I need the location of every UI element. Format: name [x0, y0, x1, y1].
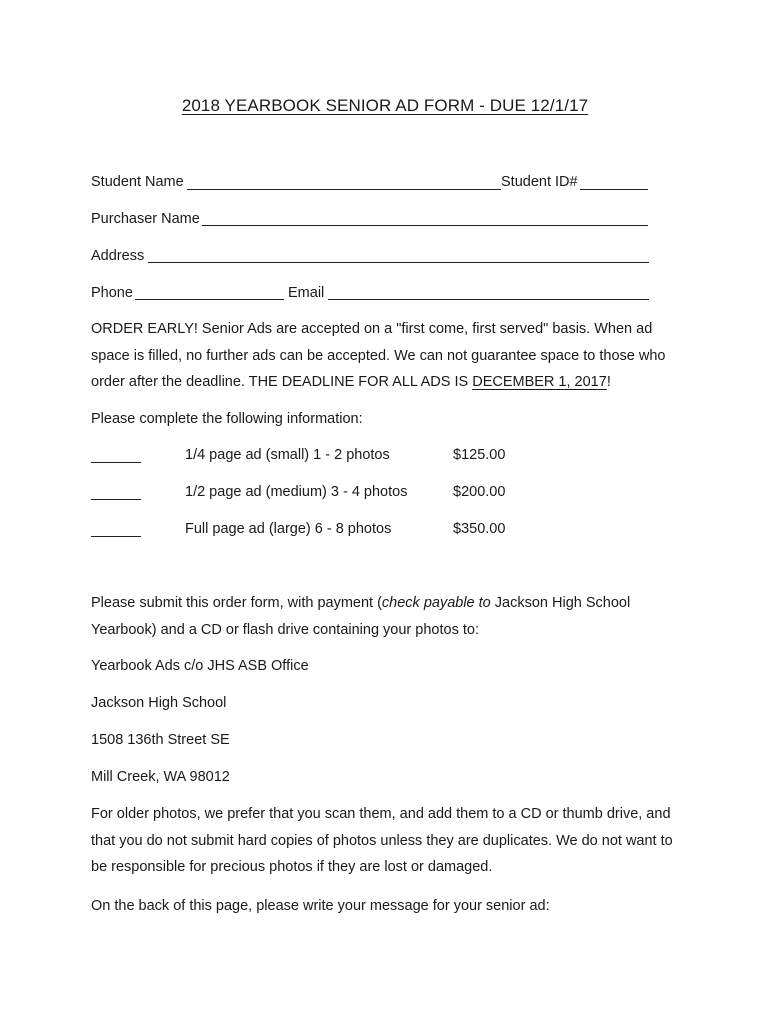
address-line-2: Jackson High School [91, 695, 227, 711]
instructions: Please complete the following information: [91, 411, 363, 427]
address-line-3: 1508 136th Street SE [91, 732, 230, 748]
purchaser-name-label: Purchaser Name [91, 211, 200, 227]
purchaser-name-field[interactable] [202, 225, 648, 226]
address-label: Address [91, 248, 145, 264]
photos-note: For older photos, we prefer that you scan them, and add them to a CD or thumb drive, and that you do not submit hard copies of photos unless they are duplicates. We do not want to be responsible for precious photos if they are lost or damaged. [91, 806, 673, 875]
submit-instructions [91, 590, 651, 643]
option-half-price: $200.00 [453, 484, 506, 500]
phone-field[interactable] [135, 299, 284, 300]
order-notice-text: ORDER EARLY! Senior Ads are accepted on a "first come, first served" basis. When ad space is filled, no further ads can be accepted. We can not guarantee space to those who order after the deadline. THE DEADLINE FOR ALL ADS IS [91, 321, 666, 390]
submit-before: Please submit this order form, with payment ( [91, 595, 382, 611]
address-line-1: Yearbook Ads c/o JHS ASB Office [91, 658, 309, 674]
option-half-blank[interactable] [91, 499, 141, 500]
student-name-field[interactable] [187, 189, 501, 190]
address-field[interactable] [148, 262, 649, 263]
email-field[interactable] [328, 299, 649, 300]
form-title: 2018 YEARBOOK SENIOR AD FORM - DUE 12/1/17 [181, 96, 589, 115]
phone-label: Phone [91, 285, 133, 301]
option-full-price: $350.00 [453, 521, 506, 537]
option-full-blank[interactable] [91, 536, 141, 537]
submit-after: Jackson High School Yearbook) and a CD or flash drive containing your photos to: [91, 595, 631, 638]
deadline-date: DECEMBER 1, 2017 [472, 374, 607, 390]
option-quarter-description: 1/4 page ad (small) 1 - 2 photos [185, 447, 390, 463]
student-id-field[interactable] [580, 189, 648, 190]
option-half-description: 1/2 page ad (medium) 3 - 4 photos [185, 484, 408, 500]
back-note: On the back of this page, please write your message for your senior ad: [91, 898, 550, 914]
submit-italic: check payable to [381, 595, 491, 611]
email-label: Email [288, 285, 325, 301]
order-notice [91, 316, 681, 396]
student-name-label: Student Name [91, 174, 184, 190]
order-notice-end: ! [606, 374, 611, 390]
address-line-4: Mill Creek, WA 98012 [91, 769, 230, 785]
option-quarter-price: $125.00 [453, 447, 506, 463]
option-quarter-blank[interactable] [91, 462, 141, 463]
option-full-description: Full page ad (large) 6 - 8 photos [185, 521, 392, 537]
student-id-label: Student ID# [501, 174, 578, 190]
